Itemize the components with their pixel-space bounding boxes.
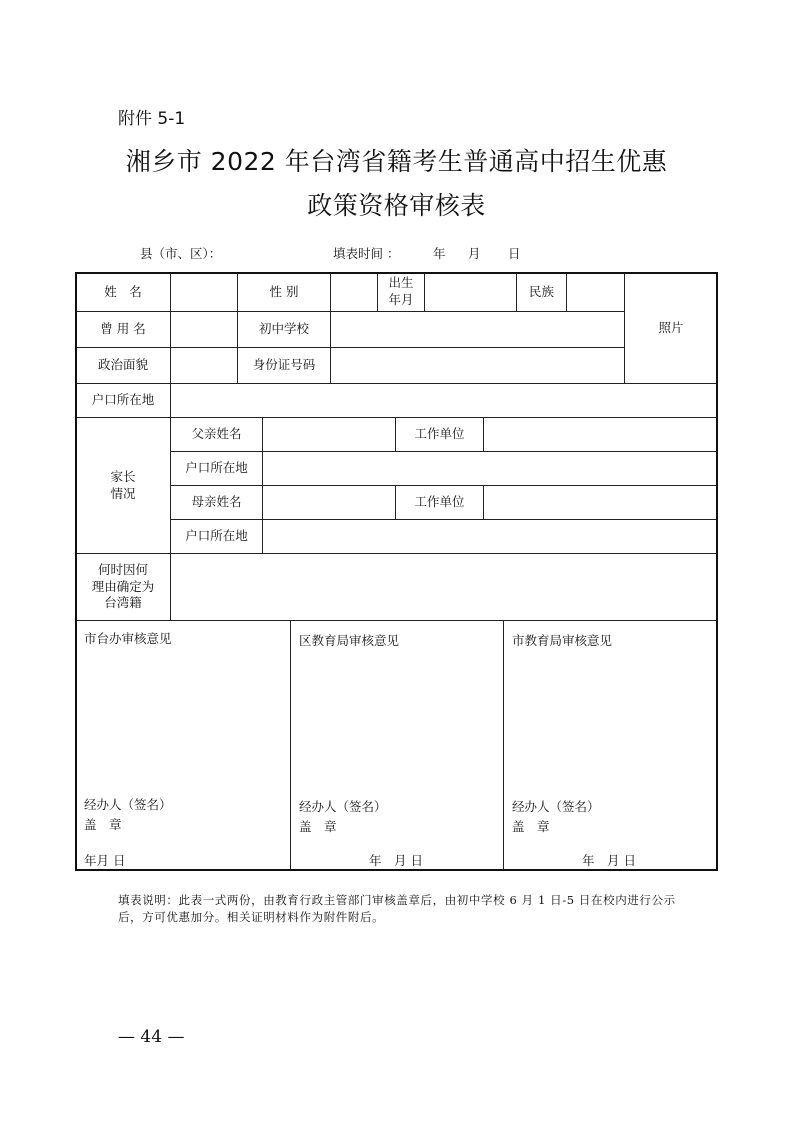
attachment-label: 附件 5-1: [118, 109, 186, 129]
opinion-box-district-education[interactable]: [290, 620, 504, 871]
month-label: 月: [468, 246, 481, 261]
form-note: 填表说明：此表一式两份，由教育行政主管部门审核盖章后，由初中学校 6 月 1 日-5 日在校内进行公示后，方可优惠加分。相关证明材料作为附件附后。: [118, 893, 676, 924]
reason-label-line3: 台湾籍: [104, 595, 142, 611]
date-label: 填表时间 ：: [333, 246, 400, 261]
birth-label: [377, 272, 425, 312]
opinion-date: 年 月 日: [582, 853, 636, 868]
reason-label-line2: 理由确定为: [91, 578, 155, 594]
mother-household-label: 户口所在地: [170, 519, 263, 554]
former-name-label: 曾 用 名: [75, 311, 171, 348]
ethnicity-label: 民族: [516, 272, 567, 312]
reason-label: [75, 553, 171, 621]
father-name-label: 父亲姓名: [170, 417, 263, 452]
id-number-field[interactable]: [330, 347, 625, 384]
page-title: 湘乡市 2022 年台湾省籍考生普通高中招生优惠: [125, 147, 668, 176]
opinion-seal: 盖 章: [84, 817, 122, 832]
mother-work-unit-label: 工作单位: [395, 485, 484, 520]
gender-label: 性 别: [237, 272, 331, 312]
page-number: — 44 —: [118, 1027, 185, 1047]
name-field[interactable]: [170, 272, 238, 312]
father-name-field[interactable]: [262, 417, 396, 452]
father-work-unit-field[interactable]: [483, 417, 718, 452]
page-subtitle: 政策资格审核表: [307, 191, 486, 220]
mother-name-field[interactable]: [262, 485, 396, 520]
mother-household-field[interactable]: [262, 519, 718, 554]
day-label: 日: [508, 246, 521, 261]
opinion-seal: 盖 章: [299, 819, 337, 834]
father-household-label: 户口所在地: [170, 451, 263, 486]
political-status-label: 政治面貌: [75, 347, 171, 384]
id-number-label: 身份证号码: [237, 347, 331, 384]
opinion-title: 区教育局审核意见: [299, 633, 400, 648]
opinion-title: 市教育局审核意见: [512, 633, 613, 648]
opinion-signer: 经办人（签名）: [84, 797, 172, 812]
opinion-date: 年月 日: [84, 853, 126, 868]
opinion-signer: 经办人（签名）: [299, 799, 387, 814]
county-label: 县（市、区）：: [140, 246, 222, 261]
household-label: 户口所在地: [75, 383, 171, 418]
name-label: 姓 名: [75, 272, 171, 312]
father-work-unit-label: 工作单位: [395, 417, 484, 452]
parents-label: [75, 417, 171, 554]
middle-school-field[interactable]: [330, 311, 625, 348]
gender-field[interactable]: [330, 272, 378, 312]
parents-label-line1: 家长: [110, 468, 136, 484]
mother-name-label: 母亲姓名: [170, 485, 263, 520]
ethnicity-field[interactable]: [566, 272, 625, 312]
mother-work-unit-field[interactable]: [483, 485, 718, 520]
reason-label-line1: 何时因何: [97, 561, 148, 577]
opinion-box-city-taiwan-office[interactable]: [75, 620, 291, 871]
opinion-title: 市台办审核意见: [84, 631, 172, 646]
opinion-seal: 盖 章: [512, 819, 550, 834]
former-name-field[interactable]: [170, 311, 238, 348]
reason-field[interactable]: [170, 553, 718, 621]
household-field[interactable]: [170, 383, 718, 418]
opinion-box-city-education[interactable]: [503, 620, 718, 871]
political-status-field[interactable]: [170, 347, 238, 384]
photo-box[interactable]: 照片: [624, 272, 718, 384]
father-household-field[interactable]: [262, 451, 718, 486]
year-label: 年: [433, 246, 446, 261]
middle-school-label: 初中学校: [237, 311, 331, 348]
opinion-date: 年 月 日: [369, 853, 423, 868]
parents-label-line2: 情况: [110, 485, 136, 501]
birth-field[interactable]: [424, 272, 517, 312]
opinion-signer: 经办人（签名）: [512, 799, 600, 814]
birth-label-line2: 年月: [388, 292, 414, 307]
birth-label-line1: 出生: [388, 275, 414, 291]
